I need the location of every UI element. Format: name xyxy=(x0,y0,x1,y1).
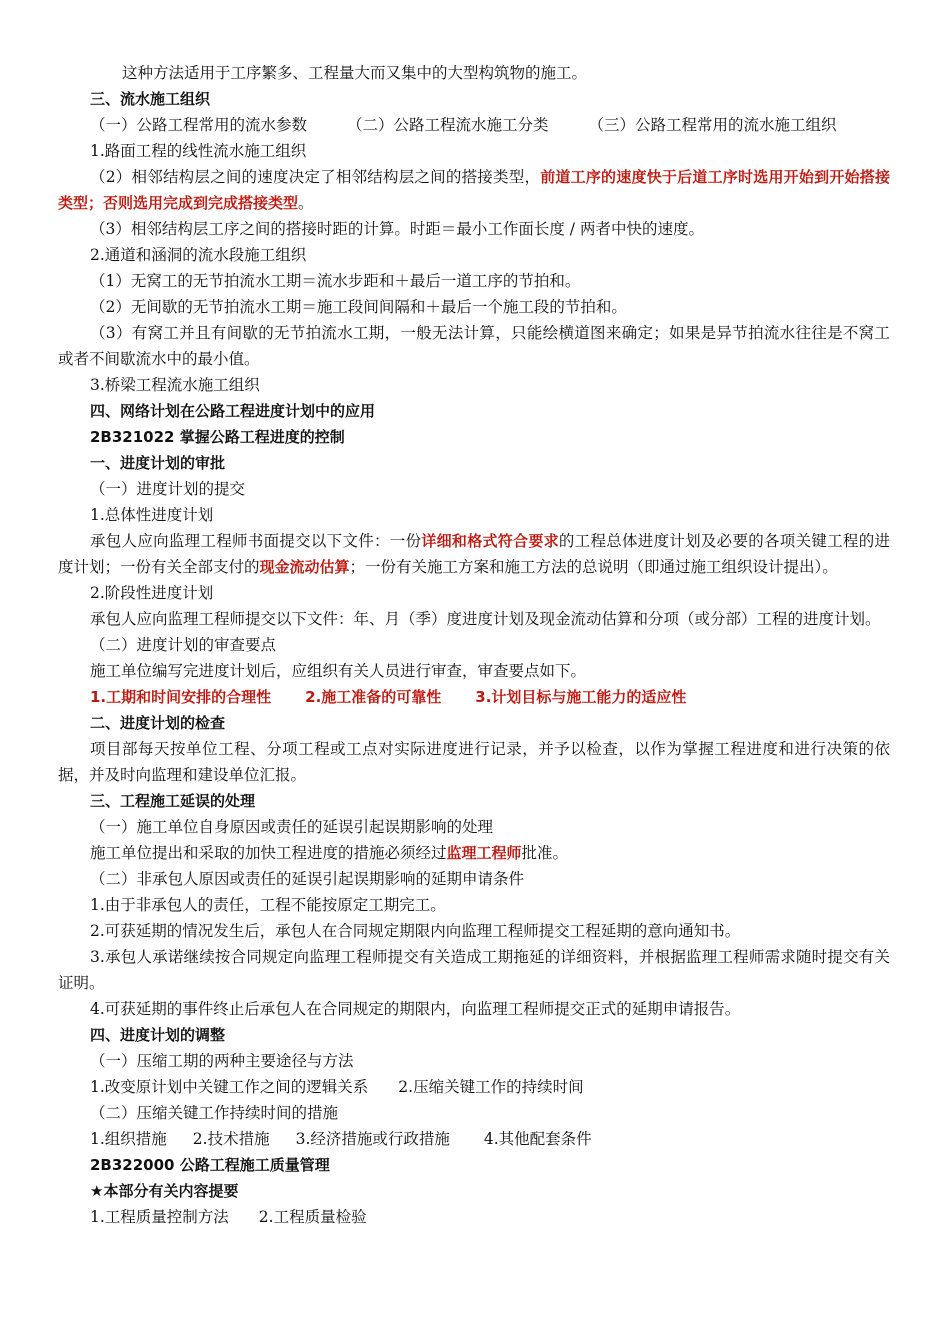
highlight-text: 详细和格式符合要求 xyxy=(421,532,559,550)
highlight-text: 前道工序的速度快于后道工序时选用开始到开始搭接类型；否则选用完成到完成搭接类型 xyxy=(58,168,890,212)
text: 4.其他配套条件 xyxy=(483,1130,592,1148)
paragraph xyxy=(58,658,890,684)
text: （二）非承包人原因或责任的延误引起误期影响的延期申请条件 xyxy=(90,870,525,888)
subsection-heading xyxy=(58,866,890,892)
text: 一、进度计划的审批 xyxy=(90,454,226,472)
list-row xyxy=(58,1074,890,1100)
text: （一）进度计划的提交 xyxy=(90,480,246,498)
paragraph xyxy=(58,320,890,372)
list-item xyxy=(58,996,890,1022)
highlight-row xyxy=(58,684,890,710)
list-item xyxy=(58,372,890,398)
section-heading xyxy=(58,1152,890,1178)
list-row xyxy=(58,1204,890,1230)
subsection-row xyxy=(58,112,890,138)
text: 批准。 xyxy=(521,844,569,862)
text: 承包人应向监理工程师书面提交以下文件：一份 xyxy=(90,532,422,550)
text: 1.组织措施 xyxy=(90,1130,167,1148)
document-page xyxy=(58,60,890,1230)
highlight-text: 3.计划目标与施工能力的适应性 xyxy=(475,688,687,706)
list-row xyxy=(58,1126,890,1152)
paragraph xyxy=(58,606,890,632)
text: （一）压缩工期的两种主要途径与方法 xyxy=(90,1052,354,1070)
text: 3.桥梁工程流水施工组织 xyxy=(90,376,260,394)
list-item xyxy=(58,502,890,528)
text: 三、流水施工组织 xyxy=(90,90,211,108)
text: 2.工程质量检验 xyxy=(258,1208,367,1226)
subsection-heading xyxy=(58,476,890,502)
list-item xyxy=(58,268,890,294)
subsection-heading xyxy=(58,814,890,840)
text: 四、网络计划在公路工程进度计划中的应用 xyxy=(90,402,376,420)
text: 1.路面工程的线性流水施工组织 xyxy=(90,142,307,160)
text: 2B321022 掌握公路工程进度的控制 xyxy=(90,428,345,446)
text: 2.阶段性进度计划 xyxy=(90,584,214,602)
highlight-text: 监理工程师 xyxy=(446,844,522,862)
subsection-heading xyxy=(58,1100,890,1126)
list-item xyxy=(58,892,890,918)
text: （1）无窝工的无节拍流水工期＝流水步距和＋最后一道工序的节拍和。 xyxy=(90,272,581,290)
text: 承包人应向监理工程师提交以下文件：年、月（季）度进度计划及现金流动估算和分项（或分部）工程的进度计划。 xyxy=(90,610,881,628)
text: 2.通道和涵洞的流水段施工组织 xyxy=(90,246,307,264)
text: （三）公路工程常用的流水施工组织 xyxy=(588,116,837,134)
subsection-heading xyxy=(58,632,890,658)
text: 三、工程施工延误的处理 xyxy=(90,792,256,810)
text: 的工程总体进度计划及必要的各项关键工程的进度计划；一份有关全部支付的 xyxy=(58,532,890,576)
text: 2B322000 公路工程施工质量管理 xyxy=(90,1156,330,1174)
text: （二）进度计划的审查要点 xyxy=(90,636,277,654)
text: 1.工程质量控制方法 xyxy=(90,1208,229,1226)
paragraph xyxy=(58,736,890,788)
section-heading xyxy=(58,1178,890,1204)
section-heading xyxy=(58,450,890,476)
text: 二、进度计划的检查 xyxy=(90,714,226,732)
paragraph xyxy=(58,528,890,580)
text: 2.压缩关键工作的持续时间 xyxy=(398,1078,584,1096)
text: （2）无间歇的无节拍流水工期＝施工段间间隔和＋最后一个施工段的节拍和。 xyxy=(90,298,627,316)
section-heading xyxy=(58,424,890,450)
text: 施工单位提出和采取的加快工程进度的措施必须经过 xyxy=(90,844,447,862)
list-item xyxy=(58,294,890,320)
text: （一）施工单位自身原因或责任的延误引起误期影响的处理 xyxy=(90,818,494,836)
paragraph xyxy=(58,60,890,86)
text: ★本部分有关内容提要 xyxy=(90,1182,239,1200)
text: 1.改变原计划中关键工作之间的逻辑关系 xyxy=(90,1078,369,1096)
text: 2.可获延期的情况发生后，承包人在合同规定期限内向监理工程师提交工程延期的意向通知书。 xyxy=(90,922,741,940)
text: 4.可获延期的事件终止后承包人在合同规定的期限内，向监理工程师提交正式的延期申请报告。 xyxy=(90,1000,741,1018)
text: 1.总体性进度计划 xyxy=(90,506,214,524)
section-heading xyxy=(58,710,890,736)
highlight-text: 1.工期和时间安排的合理性 xyxy=(90,688,272,706)
list-item xyxy=(58,242,890,268)
text: 3.经济措施或行政措施 xyxy=(295,1130,450,1148)
text: （3）相邻结构层工序之间的搭接时距的计算。时距＝最小工作面长度 / 两者中快的速度。 xyxy=(90,220,704,238)
text: 2.技术措施 xyxy=(192,1130,270,1148)
section-heading xyxy=(58,1022,890,1048)
highlight-text: 现金流动估算 xyxy=(259,558,350,576)
text: （二）公路工程流水施工分类 xyxy=(347,116,549,134)
paragraph xyxy=(58,164,890,216)
list-item xyxy=(58,944,890,996)
paragraph xyxy=(58,840,890,866)
highlight-text: 2.施工准备的可靠性 xyxy=(305,688,442,706)
text: 。 xyxy=(298,194,314,212)
text: （2）相邻结构层之间的速度决定了相邻结构层之间的搭接类型， xyxy=(90,168,541,186)
text: 1.由于非承包人的责任，工程不能按原定工期完工。 xyxy=(90,896,446,914)
text: 项目部每天按单位工程、分项工程或工点对实际进度进行记录，并予以检查，以作为掌握工程进度和进行决策的依据，并及时向监理和建设单位汇报。 xyxy=(58,740,890,784)
text: 四、进度计划的调整 xyxy=(90,1026,226,1044)
text: 3.承包人承诺继续按合同规定向监理工程师提交有关造成工期拖延的详细资料，并根据监理工程师需求随时提交有关证明。 xyxy=(58,948,890,992)
list-item xyxy=(58,138,890,164)
text: （一）公路工程常用的流水参数 xyxy=(90,116,308,134)
section-heading xyxy=(58,398,890,424)
text: ；一份有关施工方案和施工方法的总说明（即通过施工组织设计提出）。 xyxy=(349,558,838,576)
list-item xyxy=(58,580,890,606)
text: （3）有窝工并且有间歇的无节拍流水工期，一般无法计算，只能绘横道图来确定；如果是异节拍流水往往是不窝工或者不间歇流水中的最小值。 xyxy=(58,324,890,368)
list-item xyxy=(58,918,890,944)
text: 施工单位编写完进度计划后，应组织有关人员进行审查，审查要点如下。 xyxy=(90,662,587,680)
text: 这种方法适用于工序繁多、工程量大而又集中的大型构筑物的施工。 xyxy=(122,64,588,82)
section-heading xyxy=(58,788,890,814)
paragraph xyxy=(58,216,890,242)
text: （二）压缩关键工作持续时间的措施 xyxy=(90,1104,339,1122)
section-heading xyxy=(58,86,890,112)
subsection-heading xyxy=(58,1048,890,1074)
